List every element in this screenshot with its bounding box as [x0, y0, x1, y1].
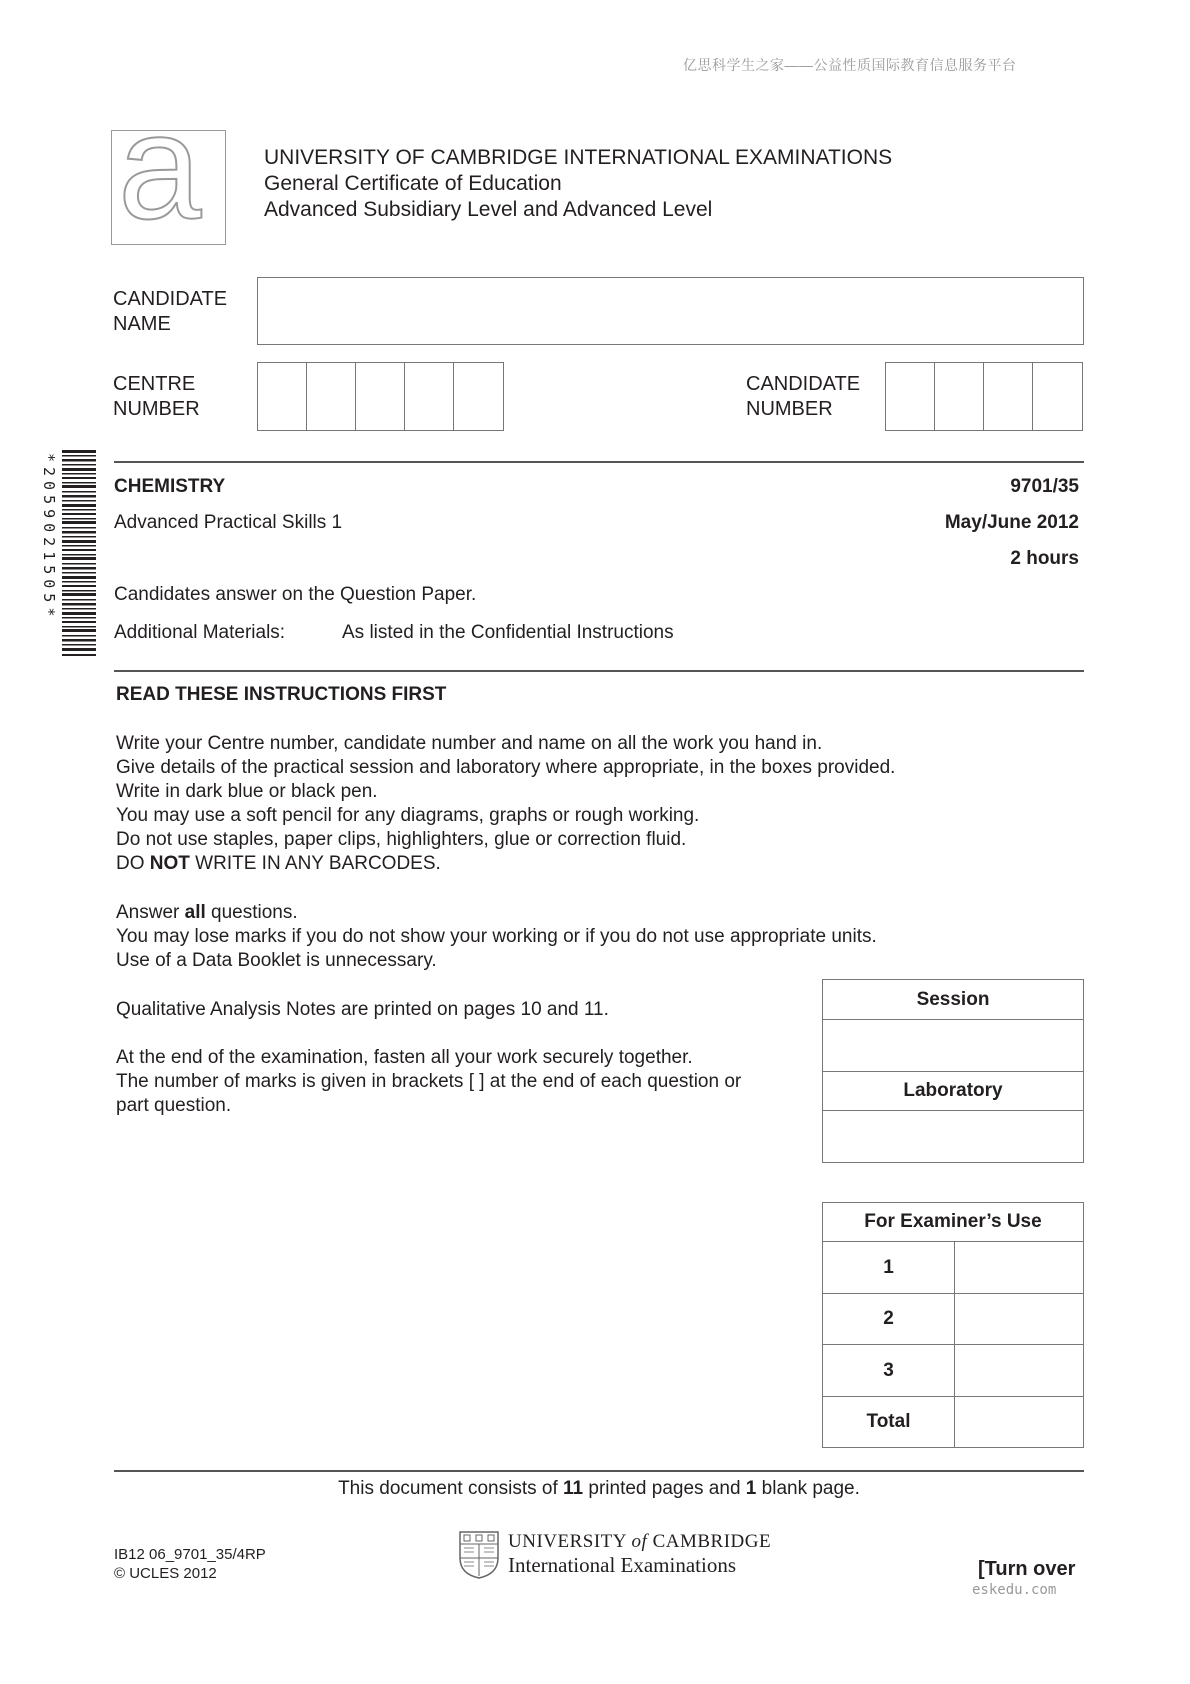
examiner-row-label: 3 [823, 1345, 955, 1397]
subject: CHEMISTRY [114, 476, 226, 497]
examiner-row-label: 1 [823, 1242, 955, 1294]
international-examinations: International Examinations [508, 1553, 737, 1577]
divider-top [114, 461, 1084, 463]
centre-number-label: CENTRE NUMBER [113, 373, 200, 420]
centre-digit[interactable] [356, 363, 405, 430]
centre-digit[interactable] [307, 363, 356, 430]
watermark-bottom: eskedu.com [972, 1582, 1057, 1598]
centre-digit[interactable] [258, 363, 307, 430]
cambridge-wordmark: UNIVERSITY of CAMBRIDGE [508, 1531, 772, 1552]
footer-codes [114, 1545, 266, 1583]
centre-number-field[interactable] [257, 362, 504, 431]
cambridge-shield-icon [458, 1530, 500, 1580]
examiner-mark-cell[interactable] [955, 1397, 1084, 1448]
laboratory-heading: Laboratory [823, 1072, 1084, 1111]
candidate-digit[interactable] [984, 363, 1033, 430]
exam-duration: 2 hours [1010, 548, 1079, 569]
examiner-mark-cell[interactable] [955, 1242, 1084, 1294]
paper-code: 9701/35 [1010, 476, 1079, 497]
exam-session: May/June 2012 [944, 512, 1079, 533]
session-laboratory-box [822, 979, 1084, 1163]
instruction-block-3: At the end of the examination, fasten all your work securely together. The number of marks is given in brackets [ ] at the end of each question or part question. [116, 1047, 742, 1116]
watermark-top: 亿思科学生之家——公益性质国际教育信息服务平台 [683, 57, 1017, 73]
centre-digit[interactable] [405, 363, 454, 430]
examiner-mark-cell[interactable] [955, 1345, 1084, 1397]
header-university: UNIVERSITY OF CAMBRIDGE INTERNATIONAL EXAMINATIONS [264, 146, 893, 169]
answer-on-paper: Candidates answer on the Question Paper. [114, 584, 477, 605]
laboratory-field[interactable] [823, 1111, 1084, 1163]
divider-bottom [114, 1470, 1084, 1472]
session-heading: Session [823, 980, 1084, 1020]
header-level: Advanced Subsidiary Level and Advanced Level [264, 198, 713, 221]
instruction-block-2: Answer all questions. You may lose marks if you do not show your working or if you do not use appropriate units. Use of a Data Booklet is unnecessary. [116, 902, 877, 971]
examiner-mark-cell[interactable] [955, 1294, 1084, 1345]
examiner-use-table [822, 1202, 1084, 1448]
candidate-name-label: CANDIDATE NAME [113, 288, 228, 335]
barcode-number: *2059021505* [40, 453, 58, 622]
examiner-row-label: 2 [823, 1294, 955, 1345]
session-field[interactable] [823, 1020, 1084, 1072]
cie-a-logo [111, 130, 226, 245]
examiner-heading: For Examiner’s Use [823, 1203, 1084, 1242]
candidate-number-label: CANDIDATE NUMBER [746, 373, 861, 420]
copyright: © UCLES 2012 [114, 1565, 217, 1582]
candidate-name-field[interactable] [257, 277, 1084, 345]
examiner-row-label: Total [823, 1397, 955, 1448]
turn-over: [Turn over [978, 1558, 1076, 1580]
instructions-heading: READ THESE INSTRUCTIONS FIRST [116, 684, 447, 705]
logo-letter: a [118, 130, 202, 245]
centre-digit[interactable] [454, 363, 503, 430]
instruction-qa-notes: Qualitative Analysis Notes are printed on pages 10 and 11. [116, 999, 609, 1020]
barcode [62, 450, 96, 658]
materials-label: Additional Materials: [114, 622, 286, 643]
divider-middle [114, 670, 1084, 672]
candidate-number-field[interactable] [885, 362, 1083, 431]
paper-title: Advanced Practical Skills 1 [114, 512, 343, 533]
document-code: IB12 06_9701_35/4RP [114, 1546, 266, 1563]
materials-value: As listed in the Confidential Instructions [342, 622, 674, 643]
candidate-digit[interactable] [935, 363, 984, 430]
header-certificate: General Certificate of Education [264, 172, 562, 195]
instruction-block-1: Write your Centre number, candidate number and name on all the work you hand in. Give details of the practical session and laboratory where appropriate, in the boxes provided. Write in dark blue or black pen. You may use a soft pencil for any diagrams, graphs or rough working. Do not use staples, paper clips, highlighters, glue or correction fluid. DO NOT WRITE IN ANY BARCODES. [116, 733, 896, 874]
candidate-digit[interactable] [1033, 363, 1082, 430]
candidate-digit[interactable] [886, 363, 935, 430]
page-count: This document consists of 11 printed pages and 1 blank page. [338, 1478, 860, 1499]
